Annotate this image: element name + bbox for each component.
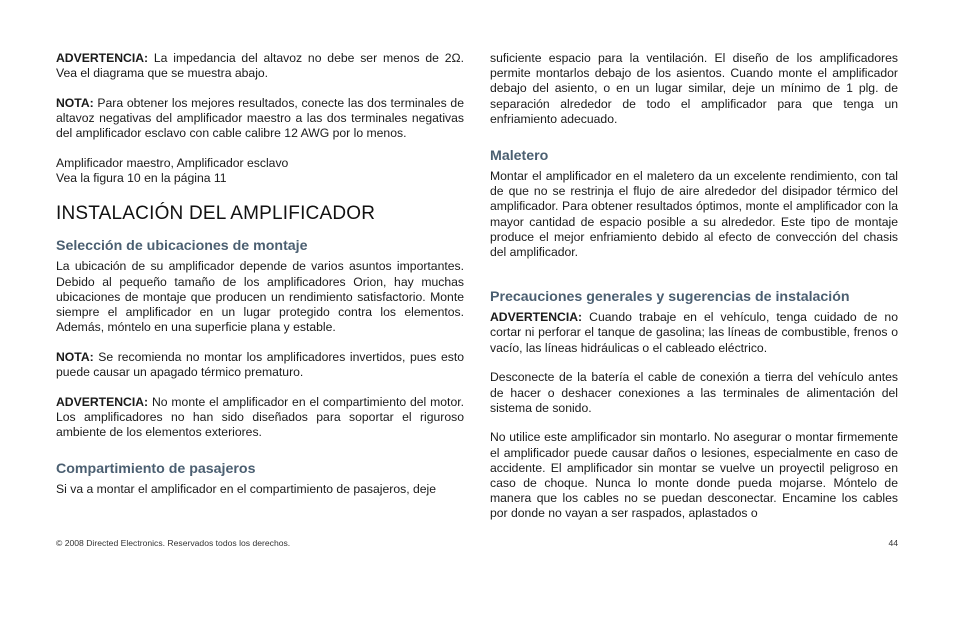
figure-caption-line1: Amplificador maestro, Amplificador esclavo — [56, 156, 289, 171]
warning-text: No monte el amplificador en el compartimiento del motor. Los amplificadores no han sido diseñados para soportar el riguroso ambiente de los elementos exteriores. — [56, 394, 464, 440]
subheading-trunk: Maletero — [490, 148, 549, 165]
paragraph-battery: Desconecte de la batería el cable de conexión a tierra del vehículo antes de hacer o deshacer conexiones a las terminales de alimentación del sistema de sonido. — [490, 370, 898, 415]
figure-caption-line2: Vea la figura 10 en la página 11 — [56, 171, 227, 186]
note-label: NOTA: — [56, 95, 94, 110]
section-heading-installation: INSTALACIÓN DEL AMPLIFICADOR — [56, 203, 376, 225]
note-terminals — [56, 96, 464, 142]
warning-label: ADVERTENCIA: — [56, 51, 149, 65]
page-number: 44 — [888, 538, 898, 548]
warning-label: ADVERTENCIA: — [56, 394, 149, 409]
note-inverted — [56, 350, 464, 380]
warning-text: La impedancia del altavoz no debe ser menos de 2Ω. Vea el diagrama que se muestra abajo. — [56, 51, 464, 81]
paragraph-trunk: Montar el amplificador en el maletero da un excelente rendimiento, con tal de que no se restrinja el flujo de aire alrededor del disipador térmico del amplificador. Para obtener resultados óptimos, monte el amplificador con la mayor cantidad de espacio posible a su alrededor. Este tipo de montaje produce el mejor enfriamiento debido al efecto de convección del chasis del amplificador. — [490, 169, 898, 260]
note-label: NOTA: — [56, 349, 94, 364]
subheading-passenger-compartment: Compartimiento de pasajeros — [56, 461, 256, 478]
footer-copyright: © 2008 Directed Electronics. Reservados todos los derechos. — [56, 538, 291, 548]
warning-text: Cuando trabaje en el vehículo, tenga cuidado de no cortar ni perforar el tanque de gasolina; las líneas de combustible, frenos o vacío, las líneas hidráulicas o el cableado eléctrico. — [490, 310, 898, 355]
paragraph-mounting-safety: No utilice este amplificador sin montarlo. No asegurar o montar firmemente el amplificador puede causar daños o lesiones, especialmente en caso de accidente. El amplificador sin montar se vuelve un proyectil peligroso en caso de choque. Nunca lo monte donde pueda mojarse. Móntelo de manera que los cables no se puedan desconectar. Encamine los cables por donde no vayan a ser raspados, aplastados o — [490, 430, 898, 521]
warning-impedance — [56, 51, 464, 81]
warning-vehicle — [490, 310, 898, 356]
right-column — [490, 51, 898, 522]
warning-label: ADVERTENCIA: — [490, 310, 583, 325]
figure-caption — [56, 156, 464, 186]
note-text: Se recomienda no montar los amplificadores invertidos, pues esto puede causar un apagado térmico prematuro. — [56, 349, 464, 380]
warning-engine — [56, 395, 464, 441]
paragraph-passenger: Si va a montar el amplificador en el compartimiento de pasajeros, deje — [56, 482, 437, 497]
left-column — [56, 51, 464, 498]
note-text: Para obtener los mejores resultados, conecte las dos terminales de altavoz negativas del amplificador maestro a las dos terminales negativas del amplificador esclavo con cable calibre 12 AWG por lo menos. — [56, 95, 464, 141]
subheading-precautions: Precauciones generales y sugerencias de instalación — [490, 289, 850, 306]
subheading-mounting-locations: Selección de ubicaciones de montaje — [56, 238, 308, 255]
paragraph-mounting: La ubicación de su amplificador depende de varios asuntos importantes. Debido al pequeño tamaño de los amplificadores Orion, hay muchas ubicaciones de montaje que producen un rendimiento satisfactorio. Monte siempre el amplificador en un lugar protegido contra los elementos. Además, móntelo en una superficie plana y estable. — [56, 259, 464, 335]
paragraph-ventilation: suficiente espacio para la ventilación. El diseño de los amplificadores permite montarlos debajo de los asientos. Cuando monte el amplificador debajo del asiento, o en un lugar similar, deje un mínimo de 1 plg. de separación alrededor de todo el amplificador para que tenga un enfriamiento adecuado. — [490, 51, 898, 126]
